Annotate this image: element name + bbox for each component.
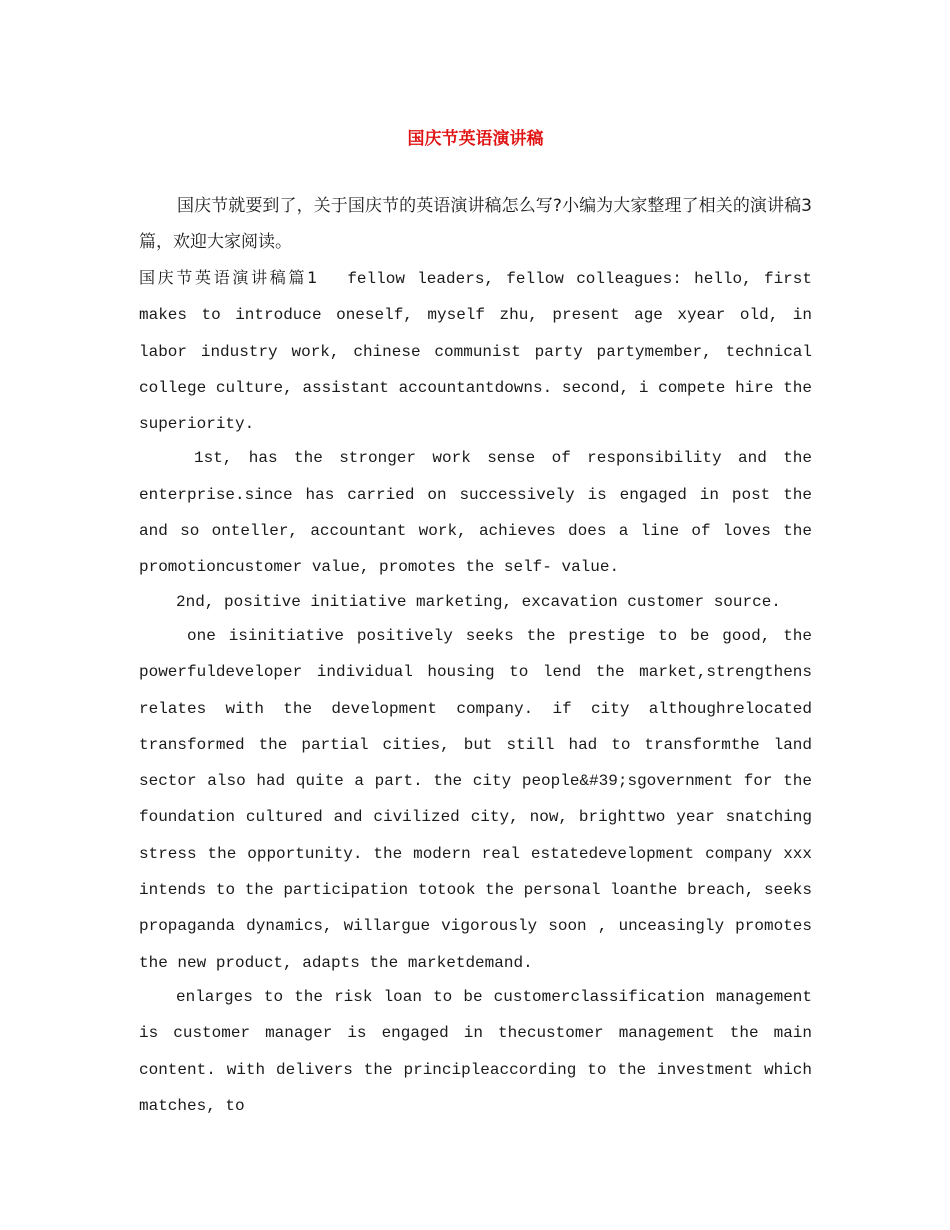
paragraph-2: 1st, has the stronger work sense of responsibility and the enterprise.since has carried on successively is engaged in post the and so onteller, accountant work, achieves does a line of loves the promotioncustomer value, promotes the self- value. — [139, 449, 812, 577]
paragraph-5: enlarges to the risk loan to be customerclassification management is customer manager is engaged in thecustomer management the main content. with delivers the principleaccording to the investment which matches, to — [139, 987, 812, 1115]
section-label: 国庆节英语演讲稿篇1 — [139, 268, 318, 287]
paragraph-1 — [139, 260, 812, 442]
document-title: 国庆节英语演讲稿 — [407, 129, 544, 149]
paragraph-1-text: fellow leaders, fellow colleagues: hello, first makes to introduce oneself, myself zhu, present age xyear old, in labor industry work, chinese communist party partymember, technical college culture, assistant accountantdowns. second, i compete hire the superiority. — [139, 270, 812, 434]
paragraph-3: 2nd, positive initiative marketing, excavation customer source. — [176, 592, 781, 611]
intro-paragraph: 国庆节就要到了，关于国庆节的英语演讲稿怎么写?小编为大家整理了相关的演讲稿3篇，欢迎大家阅读。 — [139, 196, 812, 252]
document-body — [139, 188, 812, 1124]
paragraph-4: one isinitiative positively seeks the prestige to be good, the powerfuldeveloper individual housing to lend the market,strengthens relates with the development company. if city althoughrelocated transformed the partial cities, but still had to transformthe land sector also had quite a part. the city people&#39;sgovernment for the foundation cultured and civilized city, now, brighttwo year snatching stress the opportunity. the modern real estatedevelopment company xxx intends to the participation totook the personal loanthe breach, seeks propaganda dynamics, willargue vigorously soon , unceasingly promotes the new product, adapts the marketdemand. — [139, 626, 812, 972]
